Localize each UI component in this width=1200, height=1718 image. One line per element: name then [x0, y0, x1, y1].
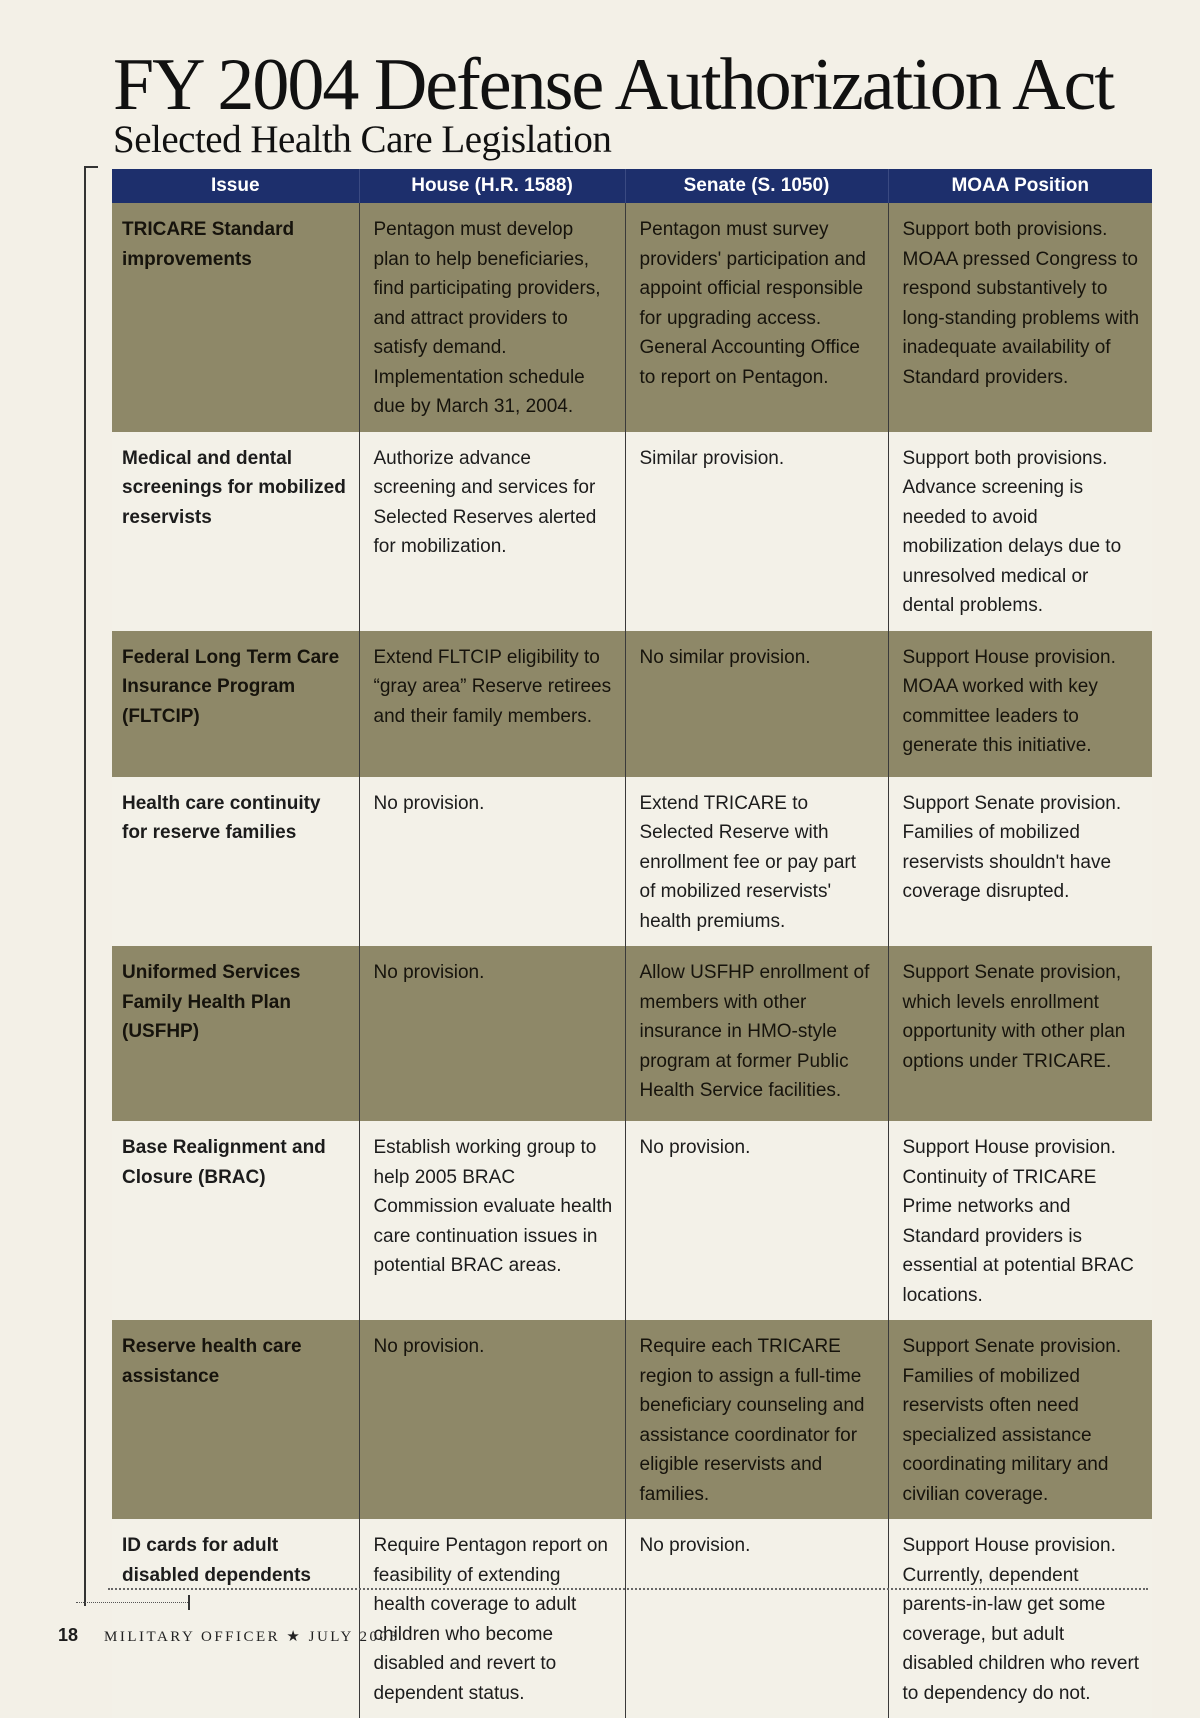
senate-cell: Require each TRICARE region to assign a full-time beneficiary counseling and assistance coordinator for eligible reservists and families.: [625, 1320, 888, 1519]
header-moaa: MOAA Position: [888, 169, 1152, 203]
senate-cell: No provision.: [625, 1121, 888, 1320]
issue-cell: Base Realignment and Closure (BRAC): [112, 1121, 359, 1320]
issue-cell: ID cards for adult disabled dependents: [112, 1519, 359, 1718]
house-cell: No provision.: [359, 777, 625, 947]
moaa-cell: Support Senate provision, which levels enrollment opportunity with other plan options under TRICARE.: [888, 946, 1152, 1121]
issue-cell: Federal Long Term Care Insurance Program (FLTCIP): [112, 631, 359, 777]
page-number: 18: [58, 1625, 79, 1645]
header-issue: Issue: [112, 169, 359, 203]
moaa-cell: Support House provision. Continuity of TRICARE Prime networks and Standard providers is essential at potential BRAC locations.: [888, 1121, 1152, 1320]
table-row: [112, 631, 1152, 777]
page-subtitle: Selected Health Care Legislation: [113, 118, 612, 161]
senate-cell: Allow USFHP enrollment of members with other insurance in HMO-style program at former Public Health Service facilities.: [625, 946, 888, 1121]
table-bottom-dotted-rule: [108, 1588, 1148, 1590]
left-bracket-rule: [84, 166, 86, 1606]
house-cell: Extend FLTCIP eligibility to “gray area” Reserve retirees and their family members.: [359, 631, 625, 777]
senate-cell: No provision.: [625, 1519, 888, 1718]
moaa-cell: Support both provisions. MOAA pressed Congress to respond substantively to long-standing problems with inadequate availability of Standard providers.: [888, 203, 1152, 432]
table-row: [112, 203, 1152, 432]
table-row: [112, 432, 1152, 631]
table-header-row: [112, 169, 1152, 203]
table-row: [112, 1121, 1152, 1320]
page-title: FY 2004 Defense Authorization Act: [113, 44, 1113, 126]
table-row: [112, 1519, 1152, 1718]
table-row: [112, 1320, 1152, 1519]
moaa-cell: Support Senate provision. Families of mobilized reservists shouldn't have coverage disrupted.: [888, 777, 1152, 947]
issue-cell: Uniformed Services Family Health Plan (USFHP): [112, 946, 359, 1121]
senate-cell: Similar provision.: [625, 432, 888, 631]
house-cell: Pentagon must develop plan to help beneficiaries, find participating providers, and attract providers to satisfy demand. Implementation schedule due by March 31, 2004.: [359, 203, 625, 432]
senate-cell: No similar provision.: [625, 631, 888, 777]
senate-cell: Extend TRICARE to Selected Reserve with enrollment fee or pay part of mobilized reservists' health premiums.: [625, 777, 888, 947]
moaa-cell: Support House provision. MOAA worked with key committee leaders to generate this initiative.: [888, 631, 1152, 777]
legislation-table: [112, 169, 1152, 1718]
house-cell: Authorize advance screening and services for Selected Reserves alerted for mobilization.: [359, 432, 625, 631]
moaa-cell: Support both provisions. Advance screening is needed to avoid mobilization delays due to unresolved medical or dental problems.: [888, 432, 1152, 631]
issue-cell: Medical and dental screenings for mobilized reservists: [112, 432, 359, 631]
issue-cell: Health care continuity for reserve families: [112, 777, 359, 947]
table-row: [112, 946, 1152, 1121]
house-cell: Establish working group to help 2005 BRAC Commission evaluate health care continuation issues in potential BRAC areas.: [359, 1121, 625, 1320]
header-senate: Senate (S. 1050): [625, 169, 888, 203]
footer-tick-mark: [188, 1595, 190, 1610]
senate-cell: Pentagon must survey providers' participation and appoint official responsible for upgrading access. General Accounting Office to report on Pentagon.: [625, 203, 888, 432]
header-house: House (H.R. 1588): [359, 169, 625, 203]
issue-cell: Reserve health care assistance: [112, 1320, 359, 1519]
issue-cell: TRICARE Standard improvements: [112, 203, 359, 432]
table-row: [112, 777, 1152, 947]
house-cell: No provision.: [359, 946, 625, 1121]
moaa-cell: Support Senate provision. Families of mobilized reservists often need specialized assistance coordinating military and civilian coverage.: [888, 1320, 1152, 1519]
moaa-cell: Support House provision. Currently, dependent parents-in-law get some coverage, but adult disabled children who revert to dependency do not.: [888, 1519, 1152, 1718]
magazine-footer: MILITARY OFFICER ★ JULY 2003: [104, 1629, 400, 1645]
house-cell: Require Pentagon report on feasibility of extending health coverage to adult children who become disabled and revert to dependent status.: [359, 1519, 625, 1718]
footer-dotted-rule: [76, 1602, 188, 1603]
left-bracket-top: [84, 166, 98, 168]
house-cell: No provision.: [359, 1320, 625, 1519]
